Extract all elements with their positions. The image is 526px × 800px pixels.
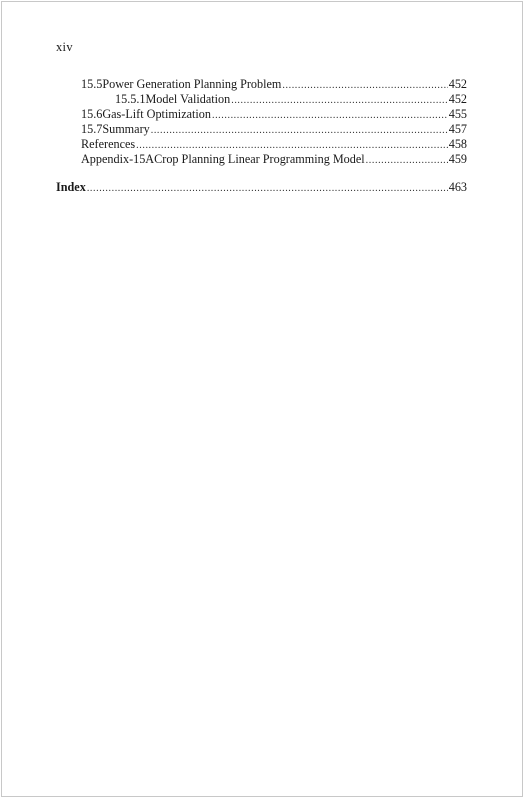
toc-entry-number: Appendix-15A (81, 152, 155, 166)
toc-entry-page: 455 (448, 107, 467, 121)
toc-entry-15-7[interactable] (81, 122, 467, 138)
dot-leader (87, 182, 448, 196)
page-number: xiv (56, 40, 73, 54)
toc-entry-page: 457 (448, 122, 467, 136)
toc-entry-15-5-1[interactable] (115, 92, 467, 108)
dot-leader (136, 139, 448, 153)
toc-entry-page: 459 (448, 152, 467, 166)
toc-entry-15-5[interactable] (81, 77, 467, 93)
dot-leader (282, 79, 447, 93)
toc-entry-number: 15.7 (81, 122, 103, 136)
toc-entry-title: Gas-Lift Optimization (102, 107, 211, 121)
dot-leader (231, 94, 448, 108)
toc-entry-title: Model Validation (145, 92, 231, 106)
toc-entry-number: 15.6 (81, 107, 103, 121)
toc-entry-page: 452 (448, 77, 467, 91)
dot-leader (366, 154, 448, 168)
toc-entry-appendix-15a[interactable] (81, 152, 467, 168)
toc-entry-page: 458 (448, 137, 467, 151)
toc-entry-number: 15.5.1 (115, 92, 146, 106)
toc-entry-page: 452 (448, 92, 467, 106)
toc-entry-references[interactable] (81, 137, 467, 153)
toc-entry-title: References (81, 137, 136, 151)
toc-entry-title: Power Generation Planning Problem (102, 77, 282, 91)
toc-entry-page: 463 (448, 180, 467, 194)
dot-leader (151, 124, 448, 138)
toc-entry-15-6[interactable] (81, 107, 467, 123)
toc-entry-title: Index (56, 180, 86, 194)
dot-leader (212, 109, 448, 123)
toc-entry-title: Crop Planning Linear Programming Model (154, 152, 365, 166)
toc-entry-number: 15.5 (81, 77, 103, 91)
toc-entry-title: Summary (102, 122, 150, 136)
toc-entry-index[interactable] (56, 180, 467, 196)
